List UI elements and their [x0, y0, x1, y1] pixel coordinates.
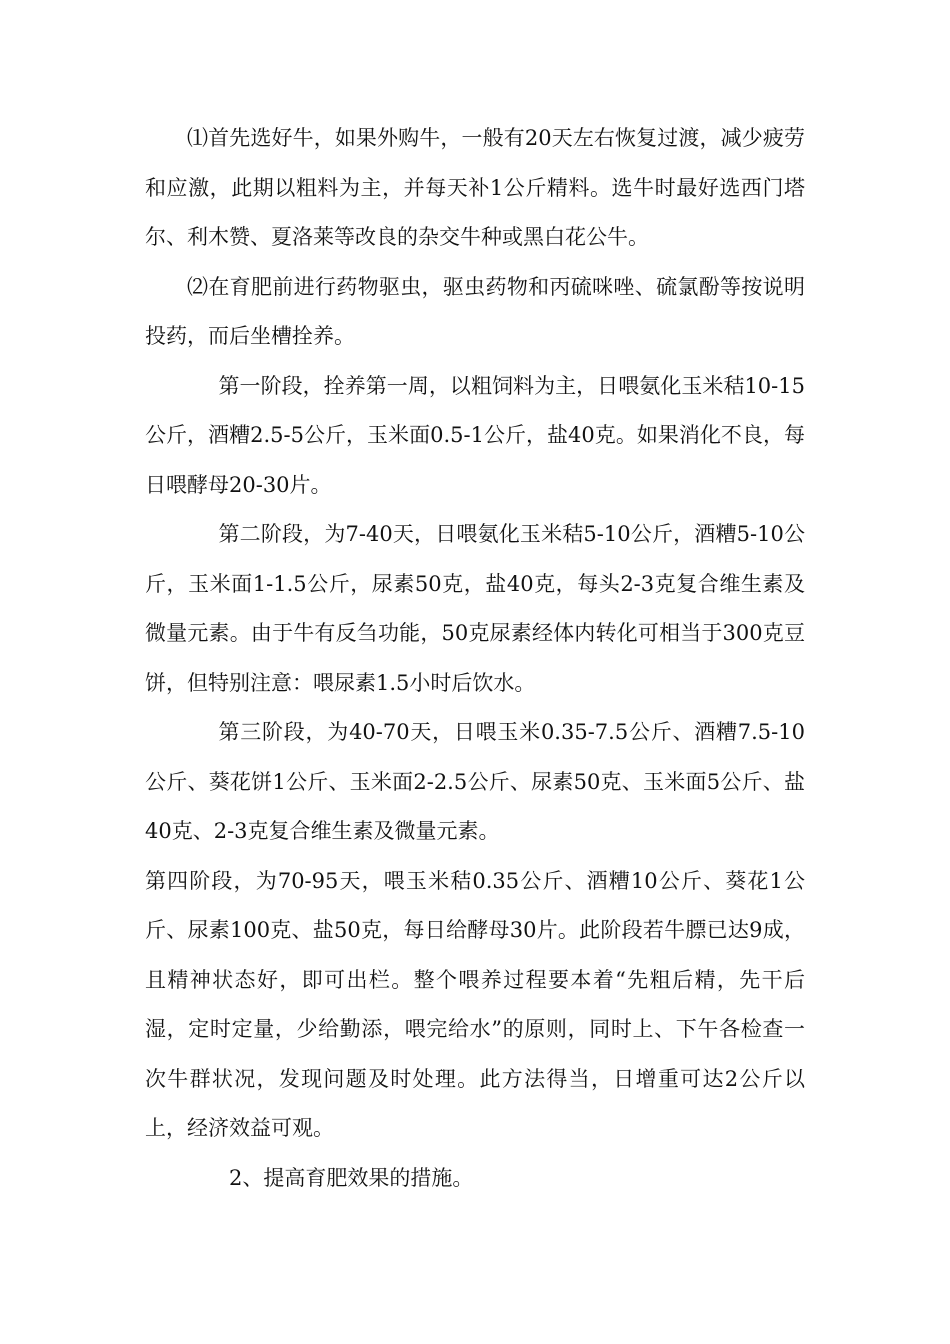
document-body	[145, 114, 805, 1203]
paragraph-stage-four: 第四阶段，为70-95天，喂玉米秸0.35公斤、酒糟10公斤、葵花1公斤、尿素100克、盐50克，每日给酵母30片。此阶段若牛膘已达9成，且精神状态好，即可出栏。整个喂养过程要本着“先粗后精，先干后湿，定时定量，少给勤添，喂完给水”的原则，同时上、下午各检查一次牛群状况，发现问题及时处理。此方法得当，日增重可达2公斤以上，经济效益可观。	[145, 868, 805, 1140]
paragraph-stage-two: 第二阶段，为7-40天，日喂氨化玉米秸5-10公斤，酒糟5-10公斤，玉米面1-1.5公斤，尿素50克，盐40克，每头2-3克复合维生素及微量元素。由于牛有反刍功能，50克尿素经体内转化可相当于300克豆饼，但特别注意：喂尿素1.5小时后饮水。	[145, 522, 805, 695]
section-heading-measures: 2、提高育肥效果的措施。	[229, 1165, 474, 1190]
paragraph-stage-one: 第一阶段，拴养第一周，以粗饲料为主，日喂氨化玉米秸10-15公斤，酒糟2.5-5公斤，玉米面0.5-1公斤，盐40克。如果消化不良，每日喂酵母20-30片。	[145, 373, 805, 497]
paragraph-stage-three: 第三阶段，为40-70天，日喂玉米0.35-7.5公斤、酒糟7.5-10公斤、葵花饼1公斤、玉米面2-2.5公斤、尿素50克、玉米面5公斤、盐40克、2-3克复合维生素及微量元素。	[145, 720, 805, 843]
paragraph-select-cattle: ⑴首先选好牛，如果外购牛，一般有20天左右恢复过渡，减少疲劳和应激，此期以粗料为主，并每天补1公斤精料。选牛时最好选西门塔尔、利木赞、夏洛莱等改良的杂交牛种或黑白花公牛。	[145, 126, 805, 249]
paragraph-deworming: ⑵在育肥前进行药物驱虫，驱虫药物和丙硫咪唑、硫氯酚等按说明投药，而后坐槽拴养。	[145, 274, 805, 348]
